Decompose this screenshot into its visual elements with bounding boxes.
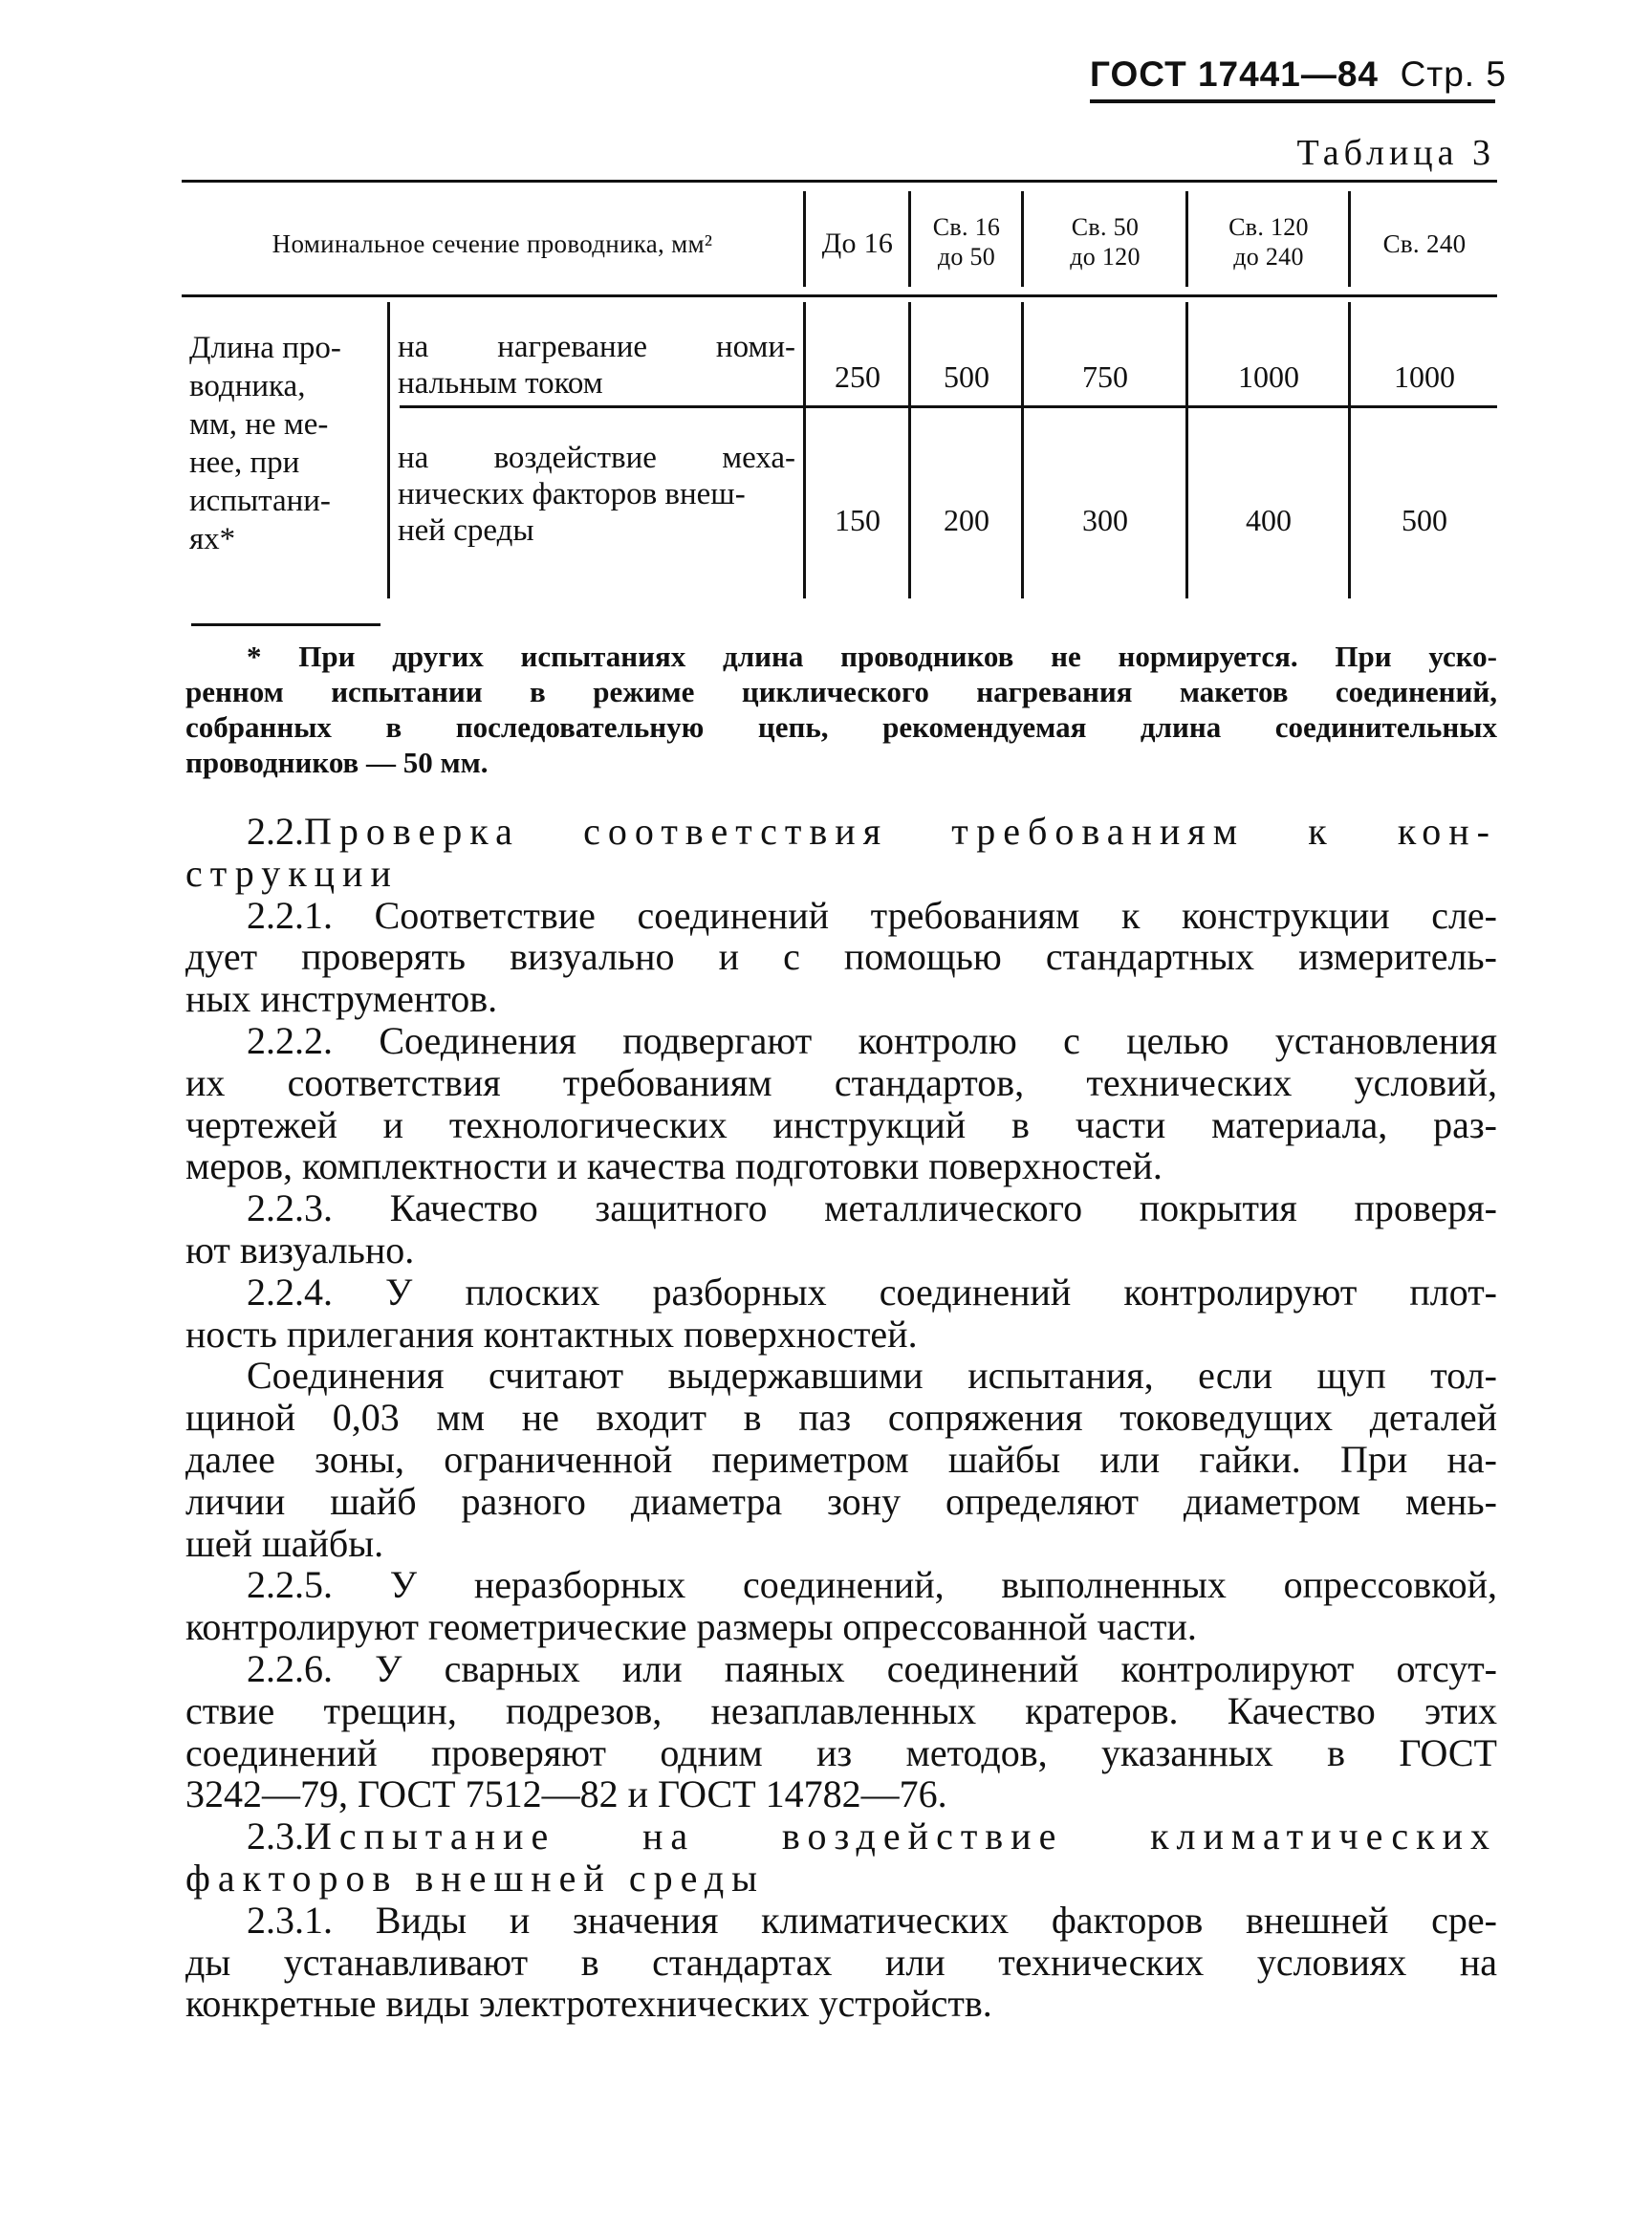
table-header-label: Номинальное сечение проводника, мм² — [272, 229, 713, 258]
row-label-line: нальным током — [398, 366, 603, 401]
row-group-label-line: Длина про- — [189, 331, 341, 365]
paragraph-line: контролируют геометрические размеры опрессованной части. — [185, 1605, 1197, 1649]
paragraph-line: конкретные виды электротехнических устройств. — [185, 1982, 992, 2026]
paragraph-line: ных инструментов. — [185, 977, 498, 1021]
table-cell: 250 — [835, 359, 880, 394]
header-divider — [908, 191, 911, 287]
row-label — [398, 329, 795, 402]
column-header — [807, 228, 908, 261]
header-divider — [803, 191, 806, 287]
column-header-text: Св. 50 — [1071, 213, 1140, 241]
row-label-line: на нагревание номи- — [398, 330, 795, 364]
section-number: 2.2. — [247, 810, 304, 853]
paragraph-line: шей шайбы. — [185, 1521, 384, 1565]
table-cell: 750 — [1082, 359, 1128, 394]
paragraph-line: 2.2.1. Соответствие соединений требованиям к конструкции сле- — [247, 893, 1497, 937]
paragraph-line: 2.3.1. Виды и значения климатических факторов внешней сре- — [247, 1898, 1497, 1942]
row-group-label-line: испытани- — [189, 484, 331, 518]
page-header — [1090, 46, 1507, 103]
row-group-label-line: водника, — [189, 369, 306, 403]
row-group-label-line: мм, не ме- — [189, 407, 329, 442]
section-title: струкции — [185, 851, 399, 895]
column-header-text: Св. 120 — [1228, 213, 1309, 241]
paragraph-line: 2.2.2. Соединения подвергают контролю с целью установления — [247, 1018, 1497, 1062]
column-header-text: До 16 — [821, 228, 894, 259]
table-cell: 400 — [1246, 503, 1292, 537]
table-cell: 200 — [944, 503, 989, 537]
column-header — [1352, 229, 1497, 259]
standard-number: ГОСТ 17441—84 — [1090, 54, 1379, 94]
paragraph-line: ствие трещин, подрезов, незаплавленных кратеров. Качество этих — [185, 1688, 1497, 1732]
header-divider — [1348, 191, 1351, 287]
section-title: Испытание на воздействие климатических — [304, 1814, 1497, 1858]
table-header-rule — [182, 294, 1497, 297]
paragraph-line: чертежей и технологических инструкций в части материала, раз- — [185, 1102, 1497, 1146]
paragraph-line: 2.2.4. У плоских разборных соединений контролируют плот- — [247, 1270, 1497, 1314]
paragraph-line: 2.2.3. Качество защитного металлического покрытия проверя- — [247, 1186, 1497, 1230]
paragraph-line: их соответствия требованиям стандартов, технических условий, — [185, 1060, 1497, 1104]
section-heading-2-3 — [185, 1815, 1497, 1858]
paragraph-line: личии шайб разного диаметра зону определяют диаметром мень- — [185, 1479, 1497, 1523]
column-header-text: до 120 — [1070, 243, 1141, 272]
table-cell: 1000 — [1238, 359, 1299, 394]
row-label-line: ней среды — [398, 513, 534, 548]
row-group-label — [189, 329, 380, 558]
table-cell: 1000 — [1394, 359, 1455, 394]
footnote-line: собранных в последовательную цепь, рекомендуемая длина соединительных — [185, 710, 1497, 744]
table-cell: 500 — [1402, 503, 1447, 537]
body-divider — [1348, 302, 1351, 598]
footnote-line: * При других испытаниях длина проводников не нормируется. При уско- — [247, 640, 1497, 673]
row-label — [398, 440, 795, 549]
table-cell: 150 — [835, 503, 880, 537]
paragraph-line: ды устанавливают в стандартах или технических условиях на — [185, 1940, 1497, 1984]
body-divider — [387, 302, 390, 598]
section-number: 2.3. — [247, 1814, 304, 1858]
row-group-label-line: ях* — [189, 522, 236, 556]
footnote-line: проводников — 50 мм. — [185, 746, 489, 779]
header-divider — [1185, 191, 1188, 287]
body-divider — [1021, 302, 1024, 598]
body-divider — [908, 302, 911, 598]
row-separator — [400, 405, 1497, 408]
column-header — [1025, 212, 1185, 272]
paragraph-line: меров, комплектности и качества подготовки поверхностей. — [185, 1144, 1163, 1188]
paragraph-line: дует проверять визуально и с помощью стандартных измеритель- — [185, 935, 1497, 979]
column-header-text: Св. 240 — [1382, 229, 1467, 258]
section-title: Проверка соответствия требованиям к кон- — [304, 810, 1497, 853]
column-header-text: Св. 16 — [932, 213, 1001, 241]
footnote-line: ренном испытании в режиме циклического нагревания макетов соединений, — [185, 675, 1497, 708]
paragraph-line: Соединения считают выдержавшими испытания, если щуп тол- — [247, 1354, 1497, 1398]
header-divider — [1021, 191, 1024, 287]
column-header-text: до 50 — [937, 243, 996, 272]
paragraph-line: 2.2.5. У неразборных соединений, выполненных опрессовкой, — [247, 1563, 1497, 1607]
paragraph-line: 2.2.6. У сварных или паяных соединений контролируют отсут- — [247, 1646, 1497, 1690]
row-label-line: на воздействие меха- — [398, 441, 795, 475]
page-number: Стр. 5 — [1400, 54, 1507, 94]
body-divider — [803, 302, 806, 598]
table-cell: 300 — [1082, 503, 1128, 537]
header-rule — [1090, 99, 1495, 103]
column-header-text: до 240 — [1233, 243, 1304, 272]
section-title: факторов внешней среды — [185, 1856, 766, 1900]
table-cell: 500 — [944, 359, 989, 394]
paragraph-line: 3242—79, ГОСТ 7512—82 и ГОСТ 14782—76. — [185, 1772, 947, 1816]
section-heading-2-2 — [185, 811, 1497, 853]
column-header — [912, 212, 1021, 272]
table-3 — [182, 180, 1497, 610]
paragraph-line: соединений проверяют одним из методов, указанных в ГОСТ — [185, 1730, 1497, 1774]
paragraph-line: далее зоны, ограниченной периметром шайбы или гайки. При на- — [185, 1437, 1497, 1481]
footnote — [185, 639, 1497, 780]
table-caption: Таблица 3 — [1296, 133, 1495, 173]
footnote-rule — [191, 623, 380, 626]
body-text — [185, 811, 1497, 2025]
row-label-line: нических факторов внеш- — [398, 477, 746, 511]
paragraph-line: щиной 0,03 мм не входит в паз сопряжения токоведущих деталей — [185, 1396, 1497, 1440]
paragraph-line: ют визуально. — [185, 1228, 415, 1271]
row-group-label-line: нее, при — [189, 445, 300, 480]
body-divider — [1185, 302, 1188, 598]
paragraph-line: ность прилегания контактных поверхностей. — [185, 1312, 918, 1356]
column-header — [1189, 212, 1348, 272]
table-top-rule — [182, 180, 1497, 183]
